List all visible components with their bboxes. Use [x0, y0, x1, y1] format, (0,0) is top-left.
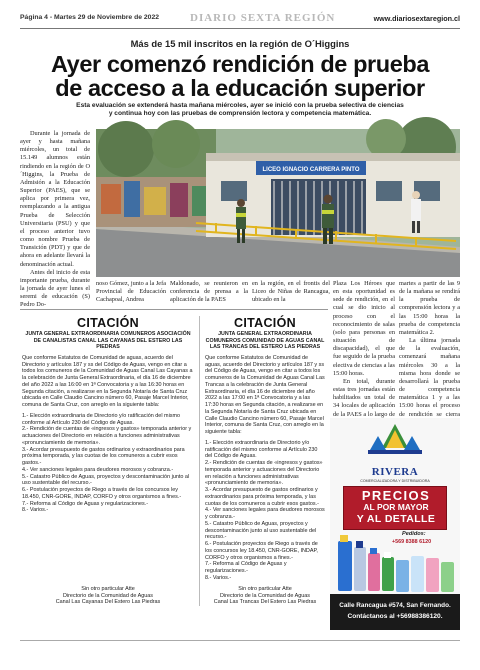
- notice-title: CITACIÓN: [77, 316, 139, 330]
- ad-footer: [330, 594, 460, 630]
- cleaning-products-icon: [336, 531, 396, 593]
- rivera-logo-icon: [330, 418, 460, 466]
- website-url[interactable]: www.diariosextaregion.cl: [373, 14, 460, 23]
- article-paragraph: Durante la jornada de ayer y hasta mañana miércoles, un total de 15.149 alumnos están rindiendo en la región de O´Higgins, la Prueba de Admisión a la Educación Superior (PAES), que se aplica por primera vez, reemplazando a la antigua Prueba de Selección Universitaria (PSU) y que el proceso anterior tuvo como nombre Prueba de Transición (PDT) y que de ahora en adelante llevará la denominación actual.: [20, 130, 90, 268]
- section-divider: [20, 309, 328, 310]
- article-deck: [60, 102, 420, 119]
- article-paragraph: Maldonado, se reunieron en conferencia de prensa a la aplicación de la PAES: [170, 280, 248, 304]
- article-kicker: Más de 15 mil inscritos en la región de O´Higgins: [130, 38, 350, 49]
- header-divider: [20, 28, 460, 29]
- notice-title: CITACIÓN: [234, 316, 296, 330]
- notice-signature: [22, 586, 194, 606]
- notice-subtitle: JUNTA GENERAL EXTRAORDINARIA COMUNEROS COMUNIDAD DE AGUAS CANAL LAS TRANCAS DEL ESTERO LAS PIEDRAS: [205, 331, 325, 351]
- signature-line: Directorio de la Comunidad de Aguas: [219, 592, 311, 599]
- ad-orders-label: Pedidos:: [402, 531, 426, 537]
- signature-line: Sin otro particular Atte: [238, 586, 292, 593]
- ad-line-2: AL POR MAYOR: [363, 502, 429, 512]
- notice-intro: Que conforme Estatutos de Comunidad de aguas, acuerdo del Directorio y artículos 187 y ss del Código de Aguas, vengo en citar a todos los comuneros de la Comunidad de Aguas Canal Las Trancas a la celebración de Junta General Extraordinaria, el día 16 de diciembre del año 2022 a las 17:00 en 1ª Convocatoria y a las 17:30 horas en Segunda citación, a realizarse en la Segunda Notaría de Santa Cruz ubicada en Calle Claudio Cancino número 60, Pasaje Marcel Interior, comuna de Santa Cruz, con arreglo en la siguiente tabla:: [205, 354, 325, 436]
- rivera-advertisement[interactable]: [330, 418, 460, 630]
- signature-line: Directorio de la Comunidad de Aguas: [62, 592, 154, 599]
- ad-tagline: COMERCIALIZADORA Y DISTRIBUIDORA: [360, 479, 430, 483]
- school-sign: LICEO IGNACIO CARRERA PINTO: [262, 167, 360, 173]
- article-column-3: [170, 280, 248, 305]
- ad-phone[interactable]: +569 8388 6120: [392, 539, 432, 545]
- footer-divider: [20, 640, 460, 641]
- detergent-bottles-icon: [394, 548, 456, 592]
- article-paragraph: martes a partir de las 9 de la mañana se rendirá la prueba de comprensión lectora y a las 15:00 horas la prueba de competencia matemática 2.: [399, 280, 460, 336]
- school-entrance-photo-icon: [96, 129, 460, 277]
- ad-body: [330, 418, 460, 594]
- notice-body: [205, 355, 325, 582]
- notice-item: 2.- Rendición de cuentas de «ingresos y gastos» temporada anterior y actuaciones del Directorio en relación a funciones administrativas «pronunciamiento de memoria».: [205, 460, 323, 487]
- ad-line-1: PRECIOS: [361, 488, 431, 503]
- page-header: [20, 12, 460, 26]
- article-paragraph: Plaza Los Héroes que en esta oportunidad es sede de rendición, en el cual se dio inicio al proceso con el reconocimiento de salas (solo para personas en situación de discapacidad), el que fue seguido de la prueba electiva de ciencias a las 15:00 horas.: [333, 280, 395, 377]
- article-paragraph: Antes del inicio de esta importante prueba, durante la jornada de ayer lunes el seremi de educación (S) Pedro Do-: [20, 268, 90, 309]
- notice-item: 2.- Rendición de cuentas de «ingresos y gastos» temporada anterior y actuaciones del Directorio en relación a funciones administrativas «pronunciamiento de memoria».: [22, 426, 192, 446]
- article-column-2: [96, 280, 166, 305]
- notice-item: 3.- Acordar presupuesto de gastos ordinarios y extraordinarios para próxima temporada, y las cuotas de los comuneros a cubrir esos gastos.-: [22, 446, 185, 467]
- article-headline: [20, 52, 460, 100]
- column-divider: [199, 316, 200, 606]
- ad-contact[interactable]: Contáctanos al +56988386120.: [347, 613, 443, 620]
- notice-item: 4.- Ver sanciones legales para deudores morosos y cobranza.-: [22, 466, 174, 473]
- article-column-5: [333, 280, 395, 418]
- notice-item: 1.- Elección extraordinaria de Directorio y/o ratificación del mismo conforme al Artículo 230 del Código de Aguas.: [22, 412, 181, 426]
- newspaper-brand: DIARIO SEXTA REGIÓN: [190, 12, 336, 24]
- notice-signature: [205, 586, 325, 606]
- headline-line-1: Ayer comenzó rendición de prueba: [50, 51, 430, 77]
- article-photo: [96, 129, 460, 277]
- notice-item: 8.- Varios.-: [205, 574, 232, 581]
- article-paragraph: En total, durante estas tres jornadas están habilitados un total de 34 locales de aplicación de la PAES a lo largo de: [333, 377, 395, 418]
- deck-line-2: y continua hoy con las pruebas de comprensión lectora y competencia matemática.: [108, 110, 372, 118]
- notice-item: 3.- Acordar presupuesto de gastos ordinarios y extraordinarios para próxima temporada, y las cuotas de los comuneros a cubrir esos gastos.-: [205, 487, 319, 507]
- signature-line: Canal Las Trancas Del Estero Las Piedras: [213, 599, 317, 606]
- citacion-notice-trancas: [205, 316, 325, 606]
- article-paragraph: La última jornada de la evaluación, comenzará mañana miércoles 30 a la misma hora donde se desarrollará la prueba de competencia matemática 1 y a las 15:00 horas el proceso de rendición se cierra: [399, 337, 460, 418]
- citacion-notice-cayanas: [22, 316, 194, 606]
- notice-item: 8.- Varios.-: [22, 507, 49, 514]
- notice-item: 4.- Ver sanciones legales para deudores morosos y cobranza.-: [205, 507, 325, 521]
- ad-address: Calle Rancagua #574, San Fernando.: [339, 602, 451, 609]
- notice-item: 6.- Postulación proyectos de Riego a través de los concursos ley 18.450, CNR-GORE, INDAP, CORFO y otros organismos a fines.-: [205, 541, 318, 561]
- ad-price-banner: [343, 486, 447, 530]
- signature-line: Canal Las Cayanas Del Estero Las Piedras: [55, 599, 161, 606]
- article-paragraph: noso Gómez, junto a la Jefa Provincial de Educación Cachapoal, Andrea: [96, 280, 166, 304]
- notice-subtitle: JUNTA GENERAL EXTRAORDINARIA COMUNEROS ASOCIACIÓN DE CANALISTAS CANAL LAS CAYANAS DEL ESTERO LAS PIEDRAS: [25, 331, 191, 351]
- ad-brand: RIVERA: [371, 466, 419, 478]
- notice-item: 1.- Elección extraordinaria de Directorio y/o ratificación del mismo conforme al Artículo 230 del Código de Aguas.: [205, 439, 318, 460]
- notice-item: 6.- Postulación proyectos de Riego a través de los concursos ley 18.450, CNR-GORE, INDAP, CORFO y otros organismos a fines.-: [22, 487, 182, 500]
- deck-line-1: Esta evaluación se extenderá hasta mañana miércoles, ayer se inició con la prueba selectiva de ciencias: [76, 102, 404, 109]
- headline-line-2: de acceso a la educación superior: [55, 75, 425, 101]
- notice-body: [22, 355, 194, 514]
- notice-item: 5.- Catastro Público de Aguas, proyectos y descontaminación junto al uso sustentable del recurso.-: [22, 473, 190, 487]
- article-column-4: [252, 280, 330, 305]
- notice-item: 7.- Reforma al Código de Aguas y regularizaciones.-: [205, 561, 287, 575]
- notice-item: 5.- Catastro Público de Aguas, proyectos y descontaminación junto al uso sustentable del recurso.-: [205, 520, 317, 541]
- page-date: Página 4 - Martes 29 de Noviembre de 2022: [20, 14, 160, 21]
- signature-line: Sin otro particular Atte: [81, 586, 135, 593]
- article-column-1: [20, 130, 90, 309]
- notice-intro: Que conforme Estatutos de Comunidad de aguas, acuerdo del Directorio y artículos 187 y ss del Código de Aguas, vengo en citar a todos los comuneros de la Comunidad de Aguas Canal Las Cayanas a la celebración de Junta General Extraordinaria, el día 16 de diciembre del año 2022 a las 16:00 en 1ª Convocatoria y a las 16:30 horas en Segunda citación, a realizarse en la Segunda Notaría de Santa Cruz ubicada en Calle Claudio Cancino número 60, Pasaje Marcel Interior, comuna de Santa Cruz, con arreglo en la siguiente tabla:: [22, 354, 193, 409]
- article-column-6: [399, 280, 460, 418]
- notice-item: 7.- Reforma al Código de Aguas y regularizaciones.-: [22, 500, 149, 507]
- ad-line-3: Y AL DETALLE: [356, 513, 436, 525]
- article-paragraph: en la región, en el frontis del Liceo de Niñas de Rancagua, ubicado en la: [252, 280, 330, 304]
